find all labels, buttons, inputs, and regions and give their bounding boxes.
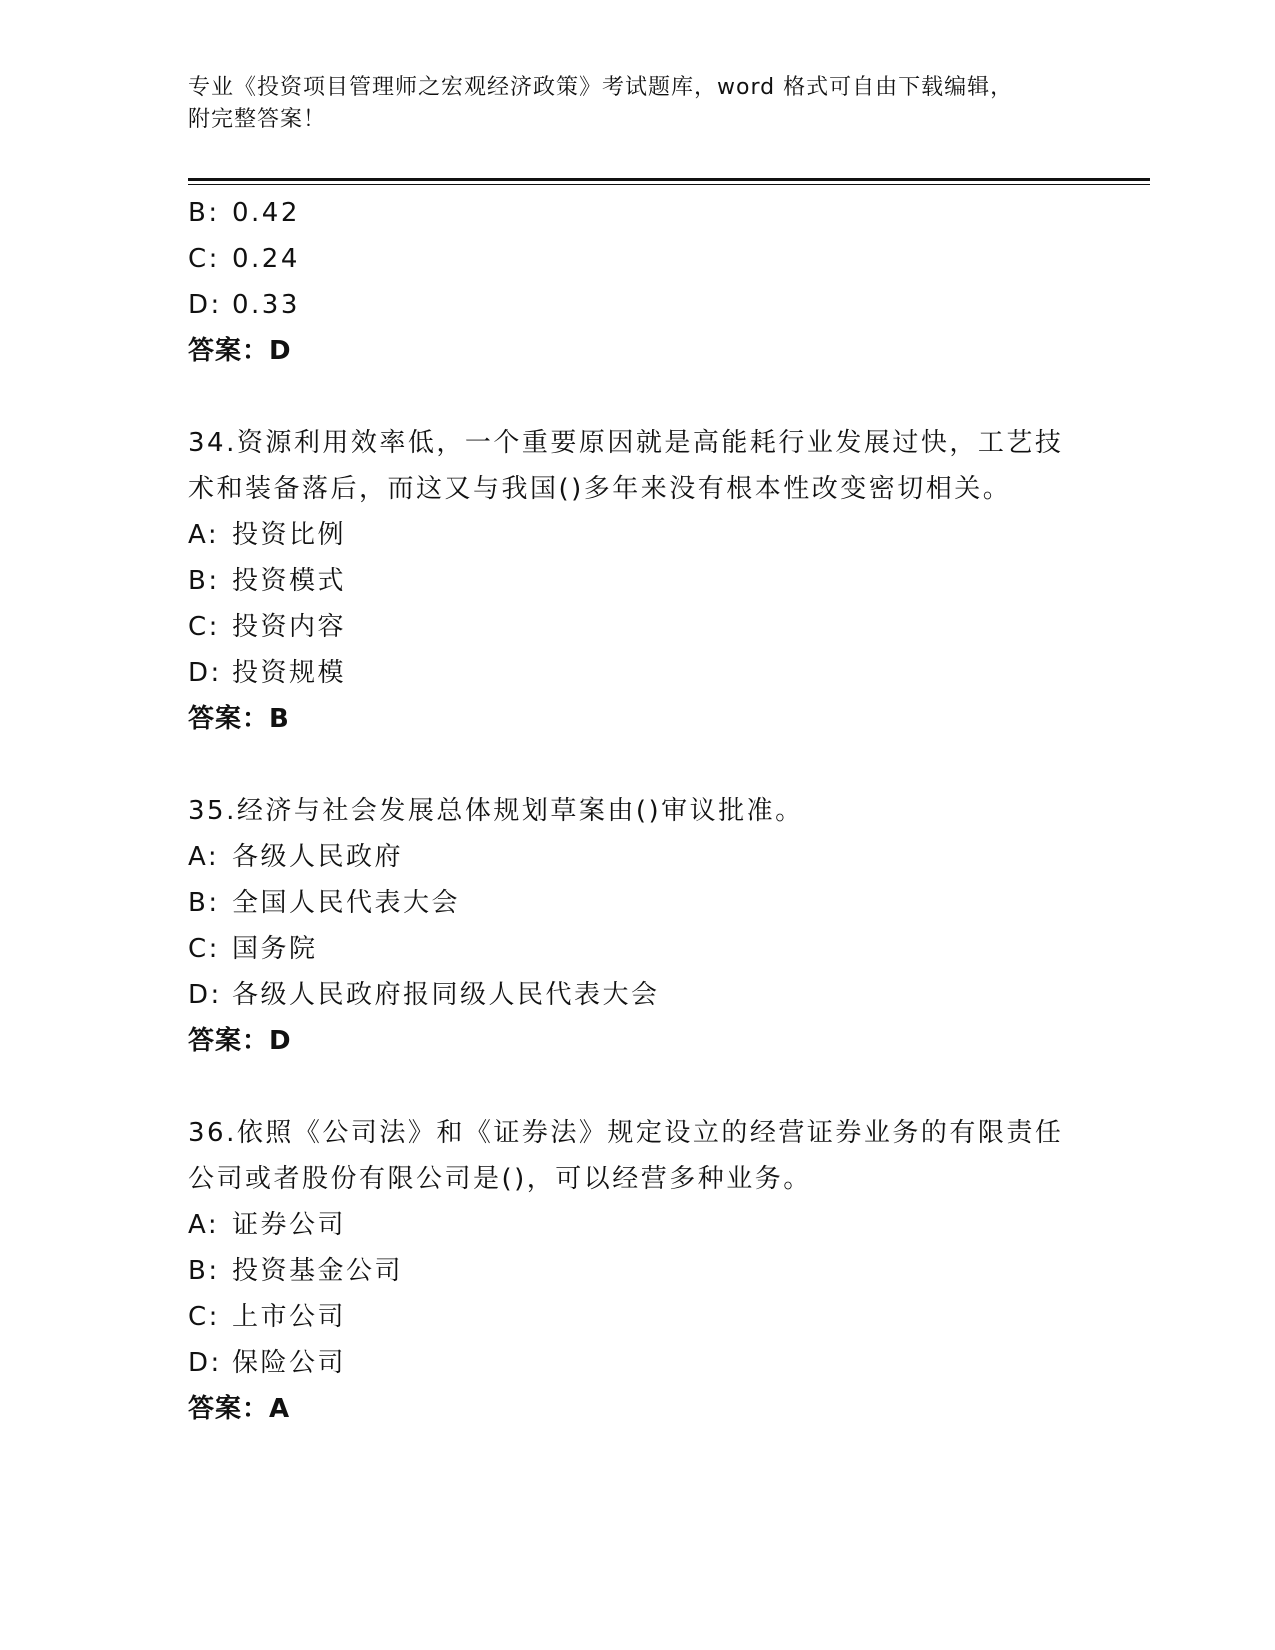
option-c [188,1294,1088,1340]
option-text: 投资规模 [232,658,347,688]
answer-line: 答案：D [188,336,292,366]
option-text: 投资内容 [232,612,347,642]
option-label: C: [188,1302,220,1332]
question-35 [188,788,1088,1064]
option-label: C: [188,934,220,964]
option-label: D: [188,290,222,320]
option-a [188,512,1088,558]
option-b [188,190,1088,236]
previous-question-tail [188,190,1088,374]
question-text-line-2: 公司或者股份有限公司是()，可以经营多种业务。 [188,1164,812,1194]
answer-line: 答案：B [188,704,290,734]
option-label: D: [188,980,222,1010]
question-text-line-1: 34.资源利用效率低，一个重要原因就是高能耗行业发展过快，工艺技 [188,428,1064,458]
option-label: A: [188,1210,220,1240]
option-label: B: [188,566,220,596]
question-text-line-1: 35.经济与社会发展总体规划草案由()审议批准。 [188,796,804,826]
question-36 [188,1110,1088,1432]
option-a [188,834,1088,880]
question-list [188,190,1088,1432]
option-d [188,972,1088,1018]
option-d [188,1340,1088,1386]
option-text: 投资基金公司 [232,1256,404,1286]
option-text: 国务院 [232,934,318,964]
option-label: D: [188,658,222,688]
option-label: C: [188,612,220,642]
option-c [188,926,1088,972]
header-rule-thick [188,178,1150,181]
option-text: 投资比例 [232,520,347,550]
spacer [188,1064,1088,1110]
option-text: 全国人民代表大会 [232,888,461,918]
option-text: 保险公司 [232,1348,347,1378]
option-b [188,558,1088,604]
option-label: B: [188,198,220,228]
question-34 [188,420,1088,742]
question-text-line-1: 36.依照《公司法》和《证券法》规定设立的经营证券业务的有限责任 [188,1118,1064,1148]
spacer [188,742,1088,788]
option-label: C: [188,244,220,274]
document-header [188,72,1068,136]
option-c [188,236,1088,282]
option-label: B: [188,888,220,918]
header-line-1: 专业《投资项目管理师之宏观经济政策》考试题库，word 格式可自由下载编辑， [188,75,1014,100]
option-text: 上市公司 [232,1302,347,1332]
option-text: 0.42 [232,198,300,228]
option-label: D: [188,1348,222,1378]
header-line-2: 附完整答案！ [188,107,327,132]
question-text-line-2: 术和装备落后，而这又与我国()多年来没有根本性改变密切相关。 [188,474,1012,504]
spacer [188,374,1088,420]
option-label: A: [188,842,220,872]
option-d [188,650,1088,696]
option-text: 各级人民政府报同级人民代表大会 [232,980,660,1010]
option-b [188,880,1088,926]
option-c [188,604,1088,650]
option-text: 证券公司 [232,1210,347,1240]
header-rule-thin [188,184,1150,185]
option-text: 各级人民政府 [232,842,404,872]
option-label: B: [188,1256,220,1286]
option-d [188,282,1088,328]
option-a [188,1202,1088,1248]
option-text: 0.24 [232,244,300,274]
answer-line: 答案：A [188,1394,291,1424]
option-b [188,1248,1088,1294]
option-label: A: [188,520,220,550]
option-text: 0.33 [232,290,300,320]
answer-line: 答案：D [188,1026,292,1056]
option-text: 投资模式 [232,566,347,596]
